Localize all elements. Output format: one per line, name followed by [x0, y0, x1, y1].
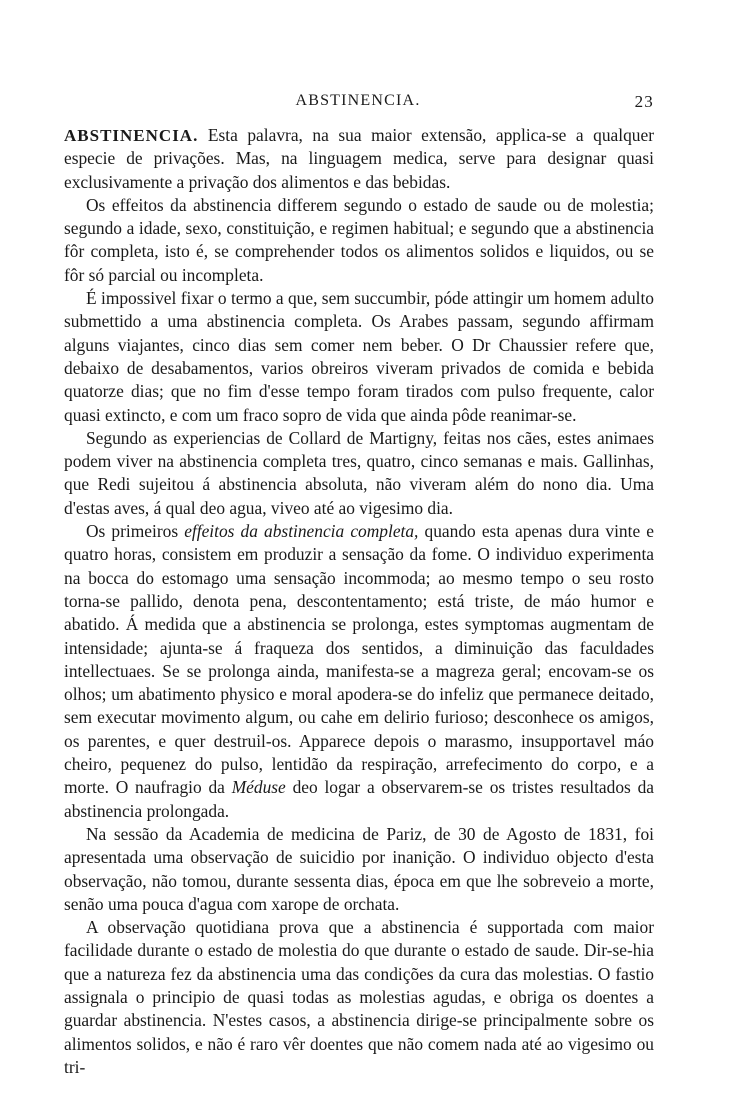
paragraph-text: A observação quotidiana prova que a abstinencia é supportada com maior facilidade durante o estado de molestia do que durante o estado de saude. Dir-se-hia que a natureza fez da abstinencia uma das condições da cura das molestias. O fastio assignala o principio de quasi todas as molestias agudas, e obriga os doentes a guardar abstinencia. N'estes casos, a abstinencia dirige-se principalmente sobre os alimentos solidos, e não é raro vêr doentes que não comem nada até ao vigesimo ou tri-	[64, 917, 654, 1077]
paragraph-text: É impossivel fixar o termo a que, sem succumbir, póde attingir um homem adulto submettido a uma abstinencia completa. Os Arabes passam, segundo affirmam alguns viajantes, cinco dias sem comer nem beber. O Dr Chaussier refere que, debaixo de desabamentos, varios obreiros viveram privados de comida e bebida quatorze dias; que no fim d'esse tempo foram tirados com pulso frequente, calor quasi extincto, e com um fraco sopro de vida que ainda pôde reanimar-se.	[64, 288, 654, 425]
paragraph-text: quando esta apenas dura vinte e quatro horas, consistem em produzir a sensação da fome. O individuo experimenta na bocca do estomago uma sensação incommoda; ao mesmo tempo o seu rosto torna-se pallido, denota pena, descontentamento; está triste, de máo humor e abatido. Á medida que a abstinencia se prolonga, estes symptomas augmentam de intensidade; ajunta-se á fraqueza dos sentidos, a diminuição das faculdades intellectuaes. Se se prolonga ainda, manifesta-se a magreza geral; encovam-se os olhos; um abatimento physico e moral apodera-se do infeliz que permanece deitado, sem executar movimento algum, ou cahe em delirio furioso; desconhece os amigos, os parentes, e quer destruil-os. Apparece depois o marasmo, insupportavel máo cheiro, pequenez do pulso, lentidão da respiração, arrefecimento do corpo, e a morte. O naufragio da	[64, 521, 654, 798]
running-title: ABSTINENCIA.	[295, 92, 421, 109]
headword: ABSTINENCIA.	[64, 126, 199, 145]
italic-ship-name: Méduse	[231, 777, 286, 798]
entry-paragraph-1	[64, 124, 654, 194]
paragraph-text: Os effeitos da abstinencia differem segundo o estado de saude ou de molestia; segundo a idade, sexo, constituição, e regimen habitual; e segundo que a abstinencia fôr completa, isto é, se comprehender todos os alimentos solidos e liquidos, ou se fôr só parcial ou incompleta.	[64, 194, 654, 285]
paragraph-text: Na sessão da Academia de medicina de Pariz, de 30 de Agosto de 1831, foi apresentada uma observação de suicidio por inanição. O individuo objecto d'esta observação, não tomou, durante sessenta dias, época em que lhe sobreveio a morte, senão uma pouca d'agua com xarope de orchata.	[64, 823, 654, 914]
entry-paragraph-4	[64, 427, 654, 520]
paragraph-text: Os primeiros	[86, 521, 185, 542]
entry-paragraph-6	[64, 823, 654, 916]
entry-paragraph-5	[64, 520, 654, 823]
italic-phrase: effeitos da abstinencia completa,	[184, 521, 419, 542]
paragraph-text: Segundo as experiencias de Collard de Martigny, feitas nos cães, estes animaes podem viver na abstinencia completa tres, quatro, cinco semanas e mais. Gallinhas, que Redi sujeitou á abstinencia absoluta, não viveram além do nono dia. Uma d'estas aves, á qual deo agua, viveo até ao vigesimo dia.	[64, 427, 654, 518]
entry-paragraph-2	[64, 194, 654, 287]
paragraph-text: Esta palavra, na sua maior extensão, applica-se a qualquer especie de privações. Mas, na linguagem medica, serve para designar quasi exclusivamente a privação dos alimentos e das bebidas.	[64, 125, 655, 192]
running-head	[62, 92, 654, 114]
entry-body	[64, 124, 654, 1079]
entry-paragraph-3	[64, 287, 654, 427]
entry-paragraph-7	[64, 916, 654, 1079]
paragraph-text: deo logar a observarem-se os tristes resultados da abstinencia prolongada.	[64, 777, 654, 821]
page-number: 23	[634, 92, 654, 111]
